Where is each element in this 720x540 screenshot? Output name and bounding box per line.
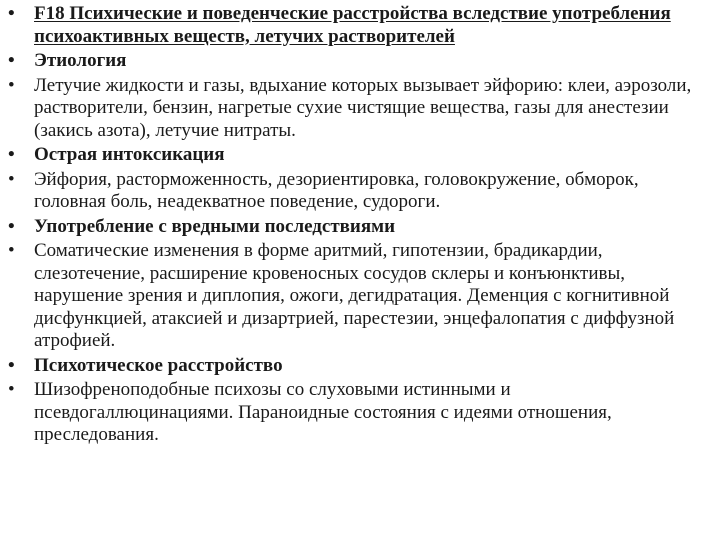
bullet-item-title — [8, 3, 708, 48]
section-text: Эйфория, расторможенность, дезориентировка, головокружение, обморок, головная боль, неадекватное поведение, судороги. — [34, 168, 639, 212]
bullet-dot: • — [8, 240, 15, 261]
section-text: Летучие жидкости и газы, вдыхание которых вызывает эйфорию: клеи, аэрозоли, растворители, бензин, нагретые сухие чистящие вещества, газы для анестезии (закись азота), летучие нитраты. — [34, 74, 692, 141]
bullet-item-etiology-heading — [8, 50, 708, 73]
bullet-item-intoxication-heading — [8, 144, 708, 167]
section-heading: Острая интоксикация — [34, 144, 225, 165]
bullet-dot: • — [8, 379, 15, 400]
bullet-dot: • — [8, 215, 15, 237]
bullet-list — [8, 3, 708, 449]
bullet-dot: • — [8, 354, 15, 376]
section-heading: Употребление с вредными последствиями — [34, 215, 396, 237]
bullet-dot: • — [8, 144, 15, 165]
bullet-dot: • — [8, 74, 15, 96]
bullet-item-psychotic-text — [8, 379, 708, 447]
section-heading: Этиология — [34, 50, 127, 71]
bullet-dot: • — [8, 50, 15, 71]
bullet-dot: • — [8, 3, 15, 24]
bullet-item-etiology-text — [8, 75, 708, 143]
bullet-item-psychotic-heading — [8, 355, 708, 378]
section-text: Соматические изменения в форме аритмий, гипотензии, брадикардии, слезотечение, расширение кровеносных сосудов склеры и конъюнктивы, нарушение зрения и диплопия, ожоги, дегидратация. Деменция с когнитивной дисфункцией, атаксией и дизартрией, парестезии, энцефалопатия с диффузной атрофией. — [34, 240, 675, 351]
section-text: Шизофреноподобные психозы со слуховыми истинными и псевдогаллюцинациями. Параноидные состояния с идеями отношения, преследования. — [34, 379, 612, 445]
slide-title: F18 Психические и поведенческие расстройства вследствие употребления психоактивных веществ, летучих растворителей — [34, 3, 671, 47]
bullet-item-harmful-use-text — [8, 240, 708, 353]
bullet-item-intoxication-text — [8, 169, 708, 214]
bullet-item-harmful-use-heading — [8, 216, 708, 239]
bullet-dot: • — [8, 168, 15, 190]
section-heading: Психотическое расстройство — [34, 354, 283, 376]
